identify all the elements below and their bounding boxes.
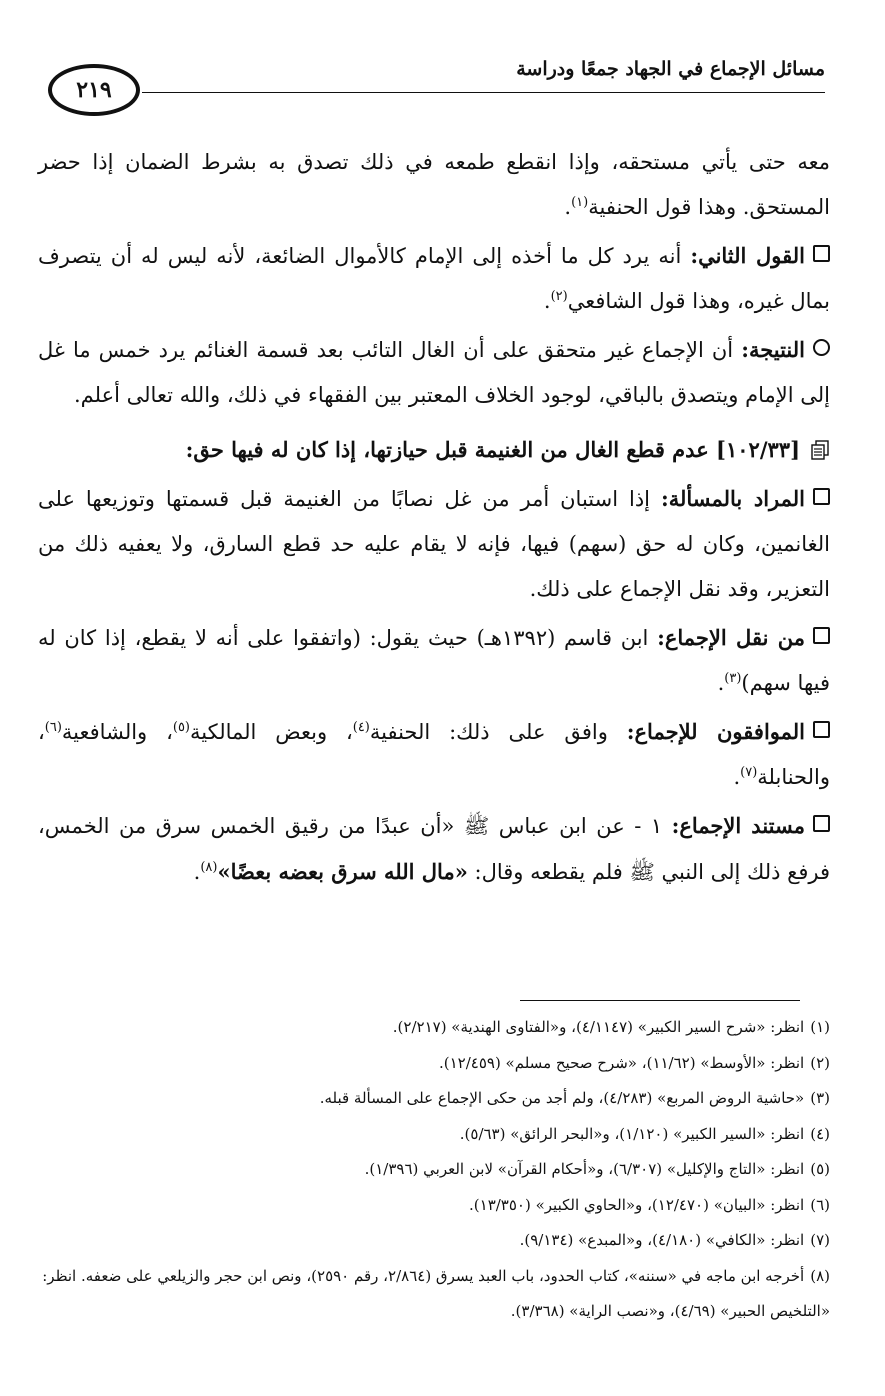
footnote-number: (٨)	[810, 1266, 830, 1285]
footnote	[38, 1152, 830, 1188]
square-bullet-icon	[813, 488, 830, 505]
paragraph-6-text-3: ، والشافعية	[61, 720, 173, 744]
paragraph-5	[38, 615, 830, 706]
paragraph-1-text: معه حتى يأتي مستحقه، وإذا انقطع طمعه في ذلك تصدق به بشرط الضمان إذا حضر المستحق. وهذا قول الحنفية	[38, 150, 830, 219]
footnote-number: (٢)	[810, 1053, 830, 1072]
page-header	[42, 50, 825, 122]
paragraph-6-end: .	[733, 765, 741, 789]
footnote-ref-3: (٣)	[724, 671, 742, 686]
circle-bullet-icon	[813, 339, 830, 356]
footnote-number: (٤)	[810, 1124, 830, 1143]
footnotes	[38, 1010, 830, 1330]
footnote	[38, 1188, 830, 1224]
footnote	[38, 1259, 830, 1330]
paragraph-3-lead: النتيجة:	[741, 337, 805, 362]
footnote-text: أخرجه ابن ماجه في «سننه»، كتاب الحدود، باب العبد يسرق (٢/٨٦٤، رقم ٢٥٩٠)، ونص ابن حجر والزيلعي على ضعفه. انظر: «التلخيص الحبير» (٤/٦٩)، و«نصب الراية» (٣/٣٦٨).	[42, 1266, 830, 1320]
paragraph-5-end: .	[717, 671, 725, 695]
square-bullet-icon	[813, 721, 830, 738]
paragraph-6-lead: الموافقون للإجماع:	[626, 719, 805, 744]
square-bullet-icon	[813, 815, 830, 832]
paragraph-7-text: ١ - عن ابن عباس ﷺ «أن عبدًا من رقيق الخمس سرق من الخمس، فرفع ذلك إلى النبي ﷺ فلم يقطعه وقال:	[38, 814, 830, 884]
footnote-text: «حاشية الروض المربع» (٤/٢٨٣)، ولم أجد من حكى الإجماع على المسألة قبله.	[319, 1089, 805, 1107]
section-heading	[38, 428, 830, 472]
footnote-ref-1: (١)	[571, 195, 589, 210]
paragraph-1	[38, 140, 830, 230]
footnote-ref-7: (٧)	[740, 765, 758, 780]
footnote-separator	[520, 1000, 800, 1001]
paragraph-7-lead: مستند الإجماع:	[671, 813, 805, 838]
footnote	[38, 1117, 830, 1153]
footnote-ref-8: (٨)	[200, 860, 218, 875]
footnote-text: انظر: «البيان» (١٢/٤٧٠)، و«الحاوي الكبير» (١٣/٣٥٠).	[469, 1195, 805, 1214]
main-text	[38, 140, 830, 898]
footnote-text: انظر: «الأوسط» (١١/٦٢)، «شرح صحيح مسلم» (١٢/٤٥٩).	[438, 1053, 805, 1072]
paragraph-6-text-4: ، والحنابلة	[38, 720, 830, 789]
paragraph-3	[38, 327, 830, 418]
footnote	[38, 1081, 830, 1117]
footnote-number: (٥)	[810, 1160, 830, 1178]
paragraph-3-text: أن الإجماع غير متحقق على أن الغال التائب بعد قسمة الغنائم يرد خمس ما غل إلى الإمام ويتصدق بالباقي، لوجود الخلاف المعتبر بين الفقهاء في ذلك، والله تعالى أعلم.	[38, 338, 830, 407]
footnote-ref-5: (٥)	[172, 720, 190, 735]
paragraph-5-text: ابن قاسم (١٣٩٢هـ) حيث يقول: (واتفقوا على أنه لا يقطع، إذا كان له فيها سهم)	[38, 626, 830, 695]
paragraph-7	[38, 803, 830, 895]
paragraph-2-end: .	[543, 289, 551, 313]
paragraph-2-lead: القول الثاني:	[690, 243, 806, 268]
hadith-quote: «مال الله سرق بعضه بعضًا»	[217, 859, 468, 884]
footnote	[38, 1046, 830, 1082]
paragraph-5-lead: من نقل الإجماع:	[657, 625, 805, 650]
footnote-text: انظر: «الكافي» (٤/١٨٠)، و«المبدع» (٩/١٣٤).	[519, 1231, 805, 1249]
footnote-number: (١)	[810, 1018, 830, 1036]
square-bullet-icon	[813, 627, 830, 644]
section-heading-text: [١٠٢/٣٣] عدم قطع الغال من الغنيمة قبل حيازتها، إذا كان له فيها حق:	[185, 437, 800, 462]
paragraph-4	[38, 476, 830, 612]
square-bullet-icon	[813, 245, 830, 262]
paragraph-2	[38, 233, 830, 324]
footnote-number: (٦)	[810, 1195, 830, 1214]
footnote-number: (٣)	[810, 1089, 830, 1107]
paragraph-1-end: .	[564, 195, 572, 219]
footnote-ref-6: (٦)	[44, 720, 62, 735]
footnote	[38, 1223, 830, 1259]
paragraph-2-text: أنه يرد كل ما أخذه إلى الإمام كالأموال الضائعة، لأنه ليس له أن يتصرف بمال غيره، وهذا قول الشافعي	[38, 244, 830, 313]
paragraph-6	[38, 709, 830, 800]
paragraph-6-text-2: ، وبعض المالكية	[190, 720, 353, 744]
footnote-text: انظر: «السير الكبير» (١/١٢٠)، و«البحر الرائق» (٥/٦٣).	[459, 1124, 805, 1143]
paragraph-4-text: إذا استبان أمر من غل نصابًا من الغنيمة قبل قسمتها وتوزيعها على الغانمين، وكان له حق (سهم) فيها، فإنه لا يقام عليه حد قطع السارق، ولا يعفيه ذلك من التعزير، وقد نقل الإجماع على ذلك.	[38, 487, 830, 601]
header-rule	[142, 92, 825, 93]
page-number: ٢١٩	[76, 77, 112, 103]
paragraph-7-end: .	[193, 860, 201, 884]
footnote-ref-2: (٢)	[550, 289, 568, 304]
footnote-number: (٧)	[810, 1231, 830, 1249]
paragraph-4-lead: المراد بالمسألة:	[660, 486, 805, 511]
footnote-text: انظر: «شرح السير الكبير» (٤/١١٤٧)، و«الفتاوى الهندية» (٢/٢١٧).	[392, 1018, 805, 1036]
footnote-ref-4: (٤)	[352, 720, 370, 735]
footnote-text: انظر: «التاج والإكليل» (٦/٣٠٧)، و«أحكام القرآن» لابن العربي (١/٣٩٦).	[364, 1160, 805, 1178]
paragraph-6-text-1: وافق على ذلك: الحنفية	[369, 720, 627, 744]
running-title: مسائل الإجماع في الجهاد جمعًا ودراسة	[516, 58, 825, 80]
page-number-badge	[48, 64, 140, 116]
footnote	[38, 1010, 830, 1046]
documents-icon	[810, 440, 830, 460]
